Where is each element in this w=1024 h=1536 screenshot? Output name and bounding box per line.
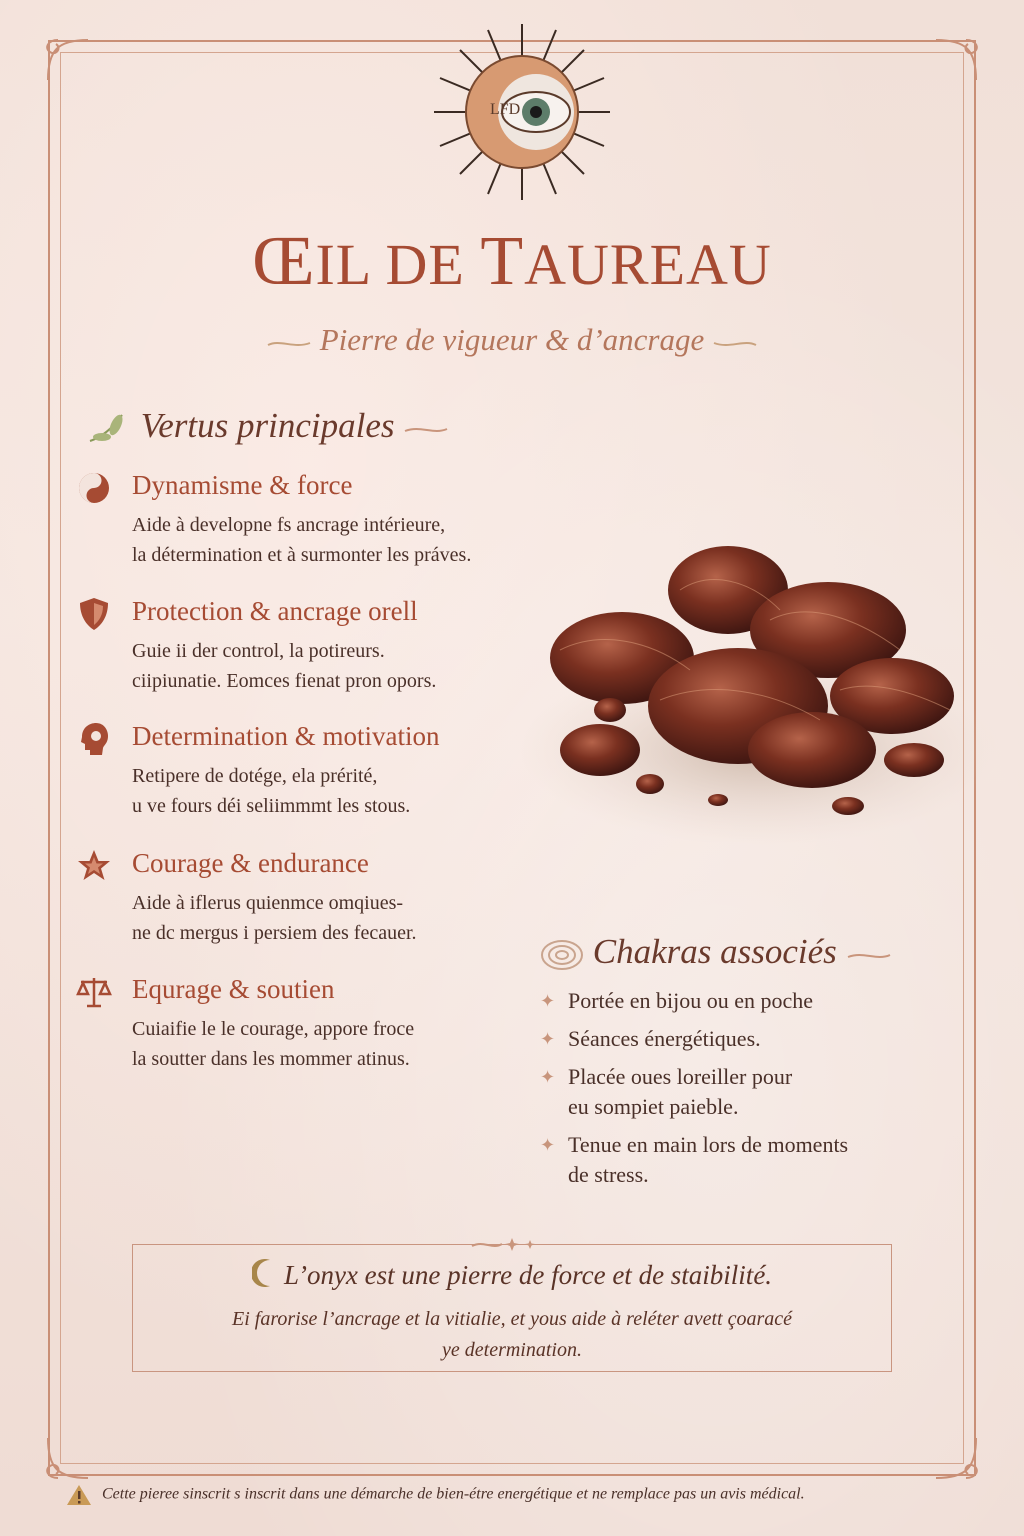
title-part-2: AUREAU [524,232,772,297]
corner-flourish-bottom-right [926,1428,986,1488]
sparkle-icon: ✦ [540,1067,556,1087]
swash-icon [403,423,449,435]
quote-main-text: L’onyx est une pierre de force et de staibilité. [283,1260,773,1290]
list-item [540,1062,940,1122]
virtue-title: Protection & ancrage orell [132,596,418,626]
virtue-title: Dynamisme & force [132,470,353,500]
virtue-desc-line: la soutter dans les mommer atinus. [132,1048,410,1070]
quote-sub-line: ye determination. [442,1339,582,1361]
tumbled-stones-illustration [500,530,1000,850]
list-item [540,986,940,1016]
usage-line: Séances énergétiques. [568,1026,761,1051]
title-part-1: IL DE [315,232,481,297]
virtue-desc-line: Retipere de dotége, ela prérité, [132,765,378,787]
virtue-desc-line: Aide à iflerus quienmce omqiues- [132,892,404,914]
crescent-moon-icon [252,1258,278,1288]
star-icon [76,848,112,884]
quote-sub [150,1304,874,1366]
subtitle [0,322,1024,358]
corner-flourish-top-left [38,30,98,90]
yin-drop-icon [76,470,112,506]
virtue-title: Equrage & soutien [132,974,335,1004]
shield-icon [76,596,112,632]
usage-line: Placée oues loreiller pour [568,1064,793,1089]
virtue-title: Determination & motivation [132,721,440,751]
sparkle-icon: ✦ [540,1029,556,1049]
virtue-desc-line: Aide à developne fs ancrage intérieure, [132,514,446,536]
chakras-heading [540,932,892,973]
swash-left-icon [266,337,312,349]
virtue-title: Courage & endurance [132,848,369,878]
corner-flourish-bottom-left [38,1428,98,1488]
corner-flourish-top-right [926,30,986,90]
page-title [0,222,1024,302]
usage-line: eu sompiet paieble. [568,1094,739,1119]
usage-list [540,986,940,1198]
sparkle-icon: ✦ [540,1135,556,1155]
disclaimer [66,1484,986,1506]
virtue-desc-line: u ve fours déi seliimmmt les stous. [132,795,411,817]
sun-eye-emblem-icon [432,22,612,202]
leaf-sprig-icon [86,411,132,447]
title-initial-1: Œ [252,223,316,300]
virtue-desc-line: la détermination et à surmonter les práves. [132,544,472,566]
virtue-description [132,1014,572,1074]
usage-line: Portée en bijou ou en poche [568,988,813,1013]
head-profile-icon [76,721,112,757]
virtue-description [132,888,572,948]
quote-ornament-icon [470,1236,554,1252]
list-item [540,1130,940,1190]
spiral-icon [540,937,584,973]
warning-icon [66,1484,92,1506]
scales-icon [76,974,112,1010]
chakras-heading-text: Chakras associés [592,932,837,971]
usage-line: Tenue en main lors de moments [568,1132,849,1157]
virtue-desc-line: Cuiaifie le le courage, appore froce [132,1018,415,1040]
subtitle-text: Pierre de vigueur & d’ancrage [319,322,705,357]
quote-main [150,1258,874,1291]
swash-icon [846,949,892,961]
disclaimer-text: Cette pieree sinscrit s inscrit dans une démarche de bien-étre energétique et ne remplace pas un avis médical. [102,1485,805,1503]
virtue-desc-line: ne dc mergus i persiem des fecauer. [132,922,417,944]
quote-sub-line: Ei farorise l’ancrage et la vitialie, et yous aide à reléter avett çoaracé [231,1308,793,1330]
list-item [540,1024,940,1054]
emblem-letters: LFD [490,101,521,118]
vertus-heading-text: Vertus principales [140,406,395,445]
sparkle-icon: ✦ [540,991,556,1011]
vertus-heading [86,406,449,447]
swash-right-icon [712,337,758,349]
title-initial-2: T [480,223,525,300]
virtue-desc-line: ciipiunatie. Eomces fienat pron opors. [132,670,437,692]
usage-line: de stress. [568,1162,649,1187]
virtue-desc-line: Guie ii der control, la potireurs. [132,640,385,662]
